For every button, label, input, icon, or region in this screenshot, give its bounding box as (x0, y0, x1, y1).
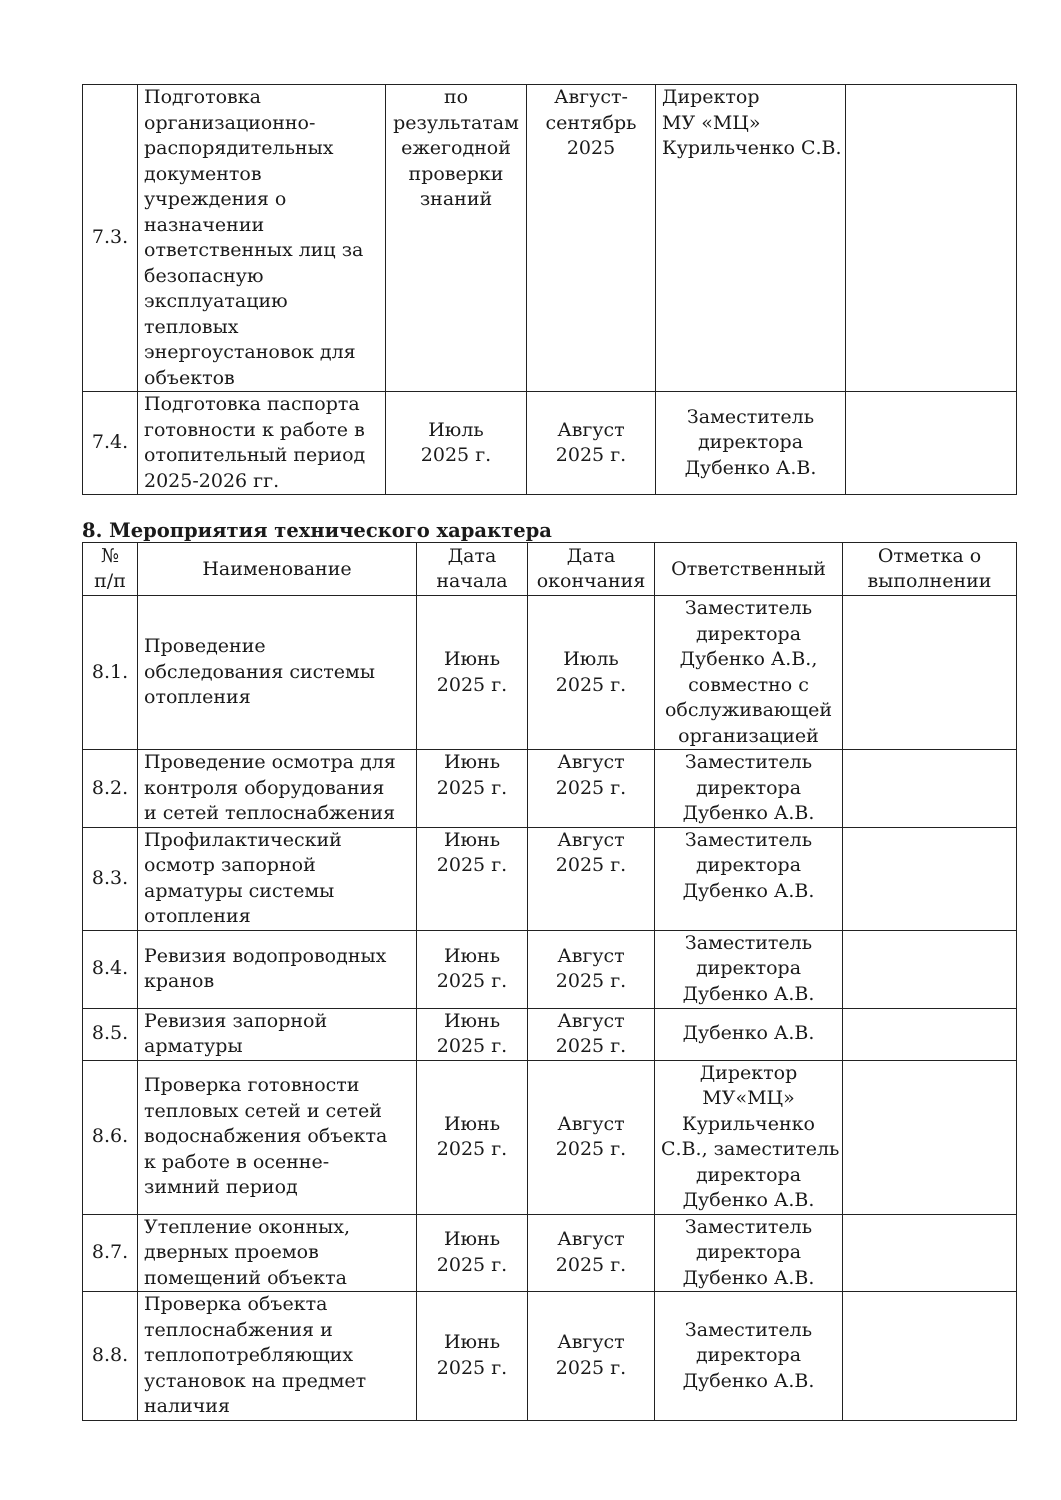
table-row (83, 1214, 1017, 1292)
cell-text-line: Проведение осмотра для (144, 751, 396, 773)
cell-text-line: 2025 г. (436, 776, 508, 799)
cell-text-line: Подготовка (144, 86, 261, 108)
cell-text-line: Июнь (443, 1228, 501, 1251)
cell-text-line: МУ«МЦ» (702, 1087, 795, 1109)
cell-text-line: 2025 г. (555, 854, 627, 876)
cell-text-line: Август (557, 1112, 625, 1135)
section7-table (82, 84, 1017, 495)
cell-text-line: наличия (144, 1395, 230, 1417)
start-date (386, 392, 527, 495)
row-number: 8.4. (83, 930, 138, 1008)
responsible (655, 930, 843, 1008)
end-date (528, 930, 655, 1008)
cell-text-line: Август- (554, 86, 628, 108)
cell-text-line: Ревизия запорной (144, 1009, 328, 1032)
cell-text-line: Проверка объекта (144, 1293, 328, 1315)
cell-text-line: контроля оборудования (144, 776, 385, 799)
start-date (386, 85, 527, 392)
cell-text-line: Дубенко А.В., (679, 648, 818, 670)
responsible (655, 827, 843, 930)
cell-text-line: Дубенко А.В. (682, 982, 815, 1005)
cell-text-line: Директор (662, 86, 760, 108)
row-number: 8.2. (83, 750, 138, 828)
end-date (528, 1214, 655, 1292)
cell-text-line: 2025 г. (436, 1035, 508, 1057)
table-row (83, 596, 1017, 750)
cell-text-line: Заместитель (684, 751, 813, 773)
completion-mark (843, 1008, 1017, 1060)
cell-text-line: Август (557, 1009, 625, 1032)
cell-text-line: ежегодной (401, 137, 511, 159)
cell-text-line: Дата (566, 545, 616, 567)
row-number: 7.4. (83, 392, 138, 495)
cell-text-line: дверных проемов (144, 1241, 319, 1263)
cell-text-line: обследования системы (144, 660, 375, 683)
task-name (138, 1292, 417, 1421)
cell-text-line: Август (557, 944, 625, 967)
cell-text-line: Июль (563, 648, 619, 670)
cell-text-line: осмотр запорной (144, 854, 316, 876)
row-number: 8.6. (83, 1060, 138, 1214)
cell-text-line: Июнь (443, 1009, 501, 1032)
task-name (138, 85, 386, 392)
cell-text-line: распорядительных (144, 137, 334, 159)
table-row (83, 930, 1017, 1008)
cell-text-line: теплоснабжения и (144, 1318, 333, 1341)
cell-text-line: ответственных лиц за (144, 239, 364, 261)
cell-text-line: Август (557, 828, 625, 851)
cell-text-line: Август (557, 1331, 625, 1354)
cell-text-line: зимний период (144, 1176, 298, 1199)
cell-text-line: кранов (144, 970, 215, 992)
responsible (656, 85, 846, 392)
table-header-row (83, 543, 1017, 596)
cell-text-line: 2025 г. (436, 854, 508, 876)
cell-text-line: помещений объекта (144, 1266, 347, 1289)
cell-text-line: организацией (678, 724, 819, 747)
task-name (138, 930, 417, 1008)
cell-text-line: Заместитель (684, 597, 813, 619)
end-date (528, 1292, 655, 1421)
cell-text-line: Курильченко С.В. (662, 137, 842, 159)
cell-text-line: по (443, 86, 469, 108)
cell-text-line: Дубенко А.В. (682, 802, 815, 824)
cell-text-line: № (101, 545, 119, 567)
task-name (138, 750, 417, 828)
cell-text-line: теплопотребляющих (144, 1344, 354, 1366)
cell-text-line: водоснабжения объекта (144, 1125, 388, 1148)
cell-text-line: назначении (144, 213, 265, 236)
table-row (83, 1060, 1017, 1214)
cell-text-line: Проверка готовности (144, 1074, 360, 1097)
cell-text-line: директора (697, 431, 804, 454)
end-date (528, 827, 655, 930)
start-date (417, 930, 528, 1008)
cell-text-line: арматуры (144, 1035, 243, 1057)
cell-text-line: 2025 г. (555, 970, 627, 992)
cell-text-line: Июнь (443, 1331, 501, 1354)
cell-text-line: отопления (144, 686, 251, 709)
row-number: 7.3. (83, 85, 138, 392)
start-date (417, 750, 528, 828)
cell-text-line: 2025 г. (555, 673, 627, 696)
header-responsible (655, 543, 843, 596)
cell-text-line: результатам (393, 111, 519, 134)
completion-mark (843, 1292, 1017, 1421)
task-name (138, 1060, 417, 1214)
cell-text-line: 2025 (566, 137, 616, 159)
responsible (655, 1008, 843, 1060)
cell-text-line: установок на предмет (144, 1369, 367, 1392)
end-date (528, 750, 655, 828)
cell-text-line: Утепление оконных, (144, 1215, 351, 1238)
cell-text-line: проверки (408, 162, 504, 185)
cell-text-line: выполнении (867, 570, 992, 592)
completion-mark (843, 930, 1017, 1008)
row-number: 8.1. (83, 596, 138, 750)
end-date (527, 85, 656, 392)
table-row (83, 1008, 1017, 1060)
row-number: 8.8. (83, 1292, 138, 1421)
start-date (417, 1008, 528, 1060)
header-end-date (528, 543, 655, 596)
start-date (417, 1214, 528, 1292)
header-name (138, 543, 417, 596)
cell-text-line: директора (695, 957, 802, 980)
cell-text-line: Курильченко (682, 1112, 815, 1135)
cell-text-line: МУ «МЦ» (662, 111, 761, 134)
cell-text-line: директора (695, 1241, 802, 1263)
cell-text-line: Заместитель (686, 405, 815, 428)
cell-text-line: Профилактический (144, 828, 342, 851)
cell-text-line: директора (695, 1163, 802, 1186)
header-completion-mark (843, 543, 1017, 596)
end-date (527, 392, 656, 495)
cell-text-line: энергоустановок для (144, 341, 356, 363)
cell-text-line: Директор (699, 1061, 798, 1084)
cell-text-line: 2025 г. (555, 1035, 627, 1057)
cell-text-line: Заместитель (684, 1215, 813, 1238)
task-name (138, 596, 417, 750)
cell-text-line: отопления (144, 905, 251, 927)
cell-text-line: Дубенко А.В. (682, 1266, 815, 1289)
cell-text-line: Подготовка паспорта (144, 393, 360, 415)
completion-mark (843, 596, 1017, 750)
cell-text-line: Ответственный (671, 557, 826, 580)
cell-text-line: Июнь (443, 828, 501, 851)
cell-text-line: объектов (144, 366, 235, 389)
row-number: 8.7. (83, 1214, 138, 1292)
cell-text-line: 2025 г. (436, 673, 508, 696)
cell-text-line: безопасную (144, 264, 264, 287)
table-row (83, 1292, 1017, 1421)
start-date (417, 1292, 528, 1421)
end-date (528, 1060, 655, 1214)
responsible (655, 1060, 843, 1214)
cell-text-line: Отметка о (877, 545, 982, 567)
cell-text-line: Июнь (443, 944, 501, 967)
cell-text-line: Август (557, 1228, 625, 1251)
responsible (655, 1292, 843, 1421)
cell-text-line: 2025 г. (436, 970, 508, 992)
cell-text-line: 2025 г. (436, 1253, 508, 1276)
completion-mark (843, 1214, 1017, 1292)
responsible (655, 750, 843, 828)
cell-text-line: Июнь (443, 648, 501, 670)
cell-text-line: арматуры системы (144, 879, 335, 902)
cell-text-line: Проведение (144, 635, 266, 658)
cell-text-line: Заместитель (684, 1318, 813, 1341)
end-date (528, 596, 655, 750)
completion-mark (843, 827, 1017, 930)
responsible (656, 392, 846, 495)
start-date (417, 827, 528, 930)
cell-text-line: готовности к работе в (144, 418, 365, 441)
cell-text-line: 2025 г. (436, 1356, 508, 1379)
cell-text-line: п/п (94, 570, 126, 592)
table-row (83, 827, 1017, 930)
table-row (83, 392, 1017, 495)
cell-text-line: эксплуатацию (144, 290, 288, 312)
cell-text-line: сентябрь (545, 111, 637, 134)
row-number: 8.5. (83, 1008, 138, 1060)
cell-text-line: 2025 г. (555, 444, 627, 466)
cell-text-line: документов (144, 162, 262, 185)
start-date (417, 1060, 528, 1214)
cell-text-line: директора (695, 854, 802, 876)
cell-text-line: обслуживающей (664, 699, 833, 721)
cell-text-line: организационно- (144, 111, 316, 134)
cell-text-line: 2025 г. (436, 1138, 508, 1160)
cell-text-line: Дубенко А.В. (682, 1369, 815, 1392)
completion-mark (843, 1060, 1017, 1214)
cell-text-line: директора (695, 622, 802, 645)
cell-text-line: начала (436, 570, 508, 592)
cell-text-line: окончания (536, 570, 646, 592)
cell-text-line: знаний (419, 188, 493, 210)
cell-text-line: учреждения о (144, 188, 287, 210)
header-start-date (417, 543, 528, 596)
cell-text-line: 2025 г. (420, 444, 492, 466)
cell-text-line: Июль (428, 418, 484, 441)
cell-text-line: директора (695, 776, 802, 799)
cell-text-line: 2025 г. (555, 776, 627, 799)
end-date (528, 1008, 655, 1060)
cell-text-line: Август (557, 751, 625, 773)
cell-text-line: Дубенко А.В. (682, 879, 815, 902)
completion-mark (846, 392, 1017, 495)
cell-text-line: и сетей теплоснабжения (144, 802, 396, 824)
header-number (83, 543, 138, 596)
responsible (655, 1214, 843, 1292)
cell-text-line: Август (557, 418, 625, 441)
task-name (138, 1008, 417, 1060)
table-row (83, 85, 1017, 392)
start-date (417, 596, 528, 750)
cell-text-line: Дубенко А.В. (684, 456, 817, 479)
cell-text-line: директора (695, 1344, 802, 1366)
cell-text-line: Дата (447, 545, 497, 567)
completion-mark (843, 750, 1017, 828)
section-title: 8. Мероприятия технического характера (82, 519, 552, 542)
cell-text-line: Ревизия водопроводных (144, 944, 387, 967)
cell-text-line: к работе в осенне- (144, 1150, 330, 1173)
task-name (138, 827, 417, 930)
cell-text-line: 2025-2026 гг. (144, 469, 280, 492)
cell-text-line: 2025 г. (555, 1356, 627, 1379)
task-name (138, 1214, 417, 1292)
cell-text-line: Дубенко А.В. (682, 1189, 815, 1211)
completion-mark (846, 85, 1017, 392)
section8-table (82, 542, 1017, 1421)
responsible (655, 596, 843, 750)
table-row (83, 750, 1017, 828)
cell-text-line: Июнь (443, 751, 501, 773)
cell-text-line: отопительный период (144, 444, 366, 466)
cell-text-line: Наименование (202, 557, 352, 580)
cell-text-line: совместно с (688, 673, 809, 696)
cell-text-line: Дубенко А.В. (682, 1022, 815, 1045)
cell-text-line: 2025 г. (555, 1138, 627, 1160)
cell-text-line: 2025 г. (555, 1253, 627, 1276)
row-number: 8.3. (83, 827, 138, 930)
cell-text-line: Заместитель (684, 931, 813, 954)
cell-text-line: тепловых (144, 315, 239, 338)
cell-text-line: С.В., заместитель (661, 1138, 840, 1160)
cell-text-line: Заместитель (684, 828, 813, 851)
task-name (138, 392, 386, 495)
cell-text-line: Июнь (443, 1112, 501, 1135)
cell-text-line: тепловых сетей и сетей (144, 1099, 382, 1122)
